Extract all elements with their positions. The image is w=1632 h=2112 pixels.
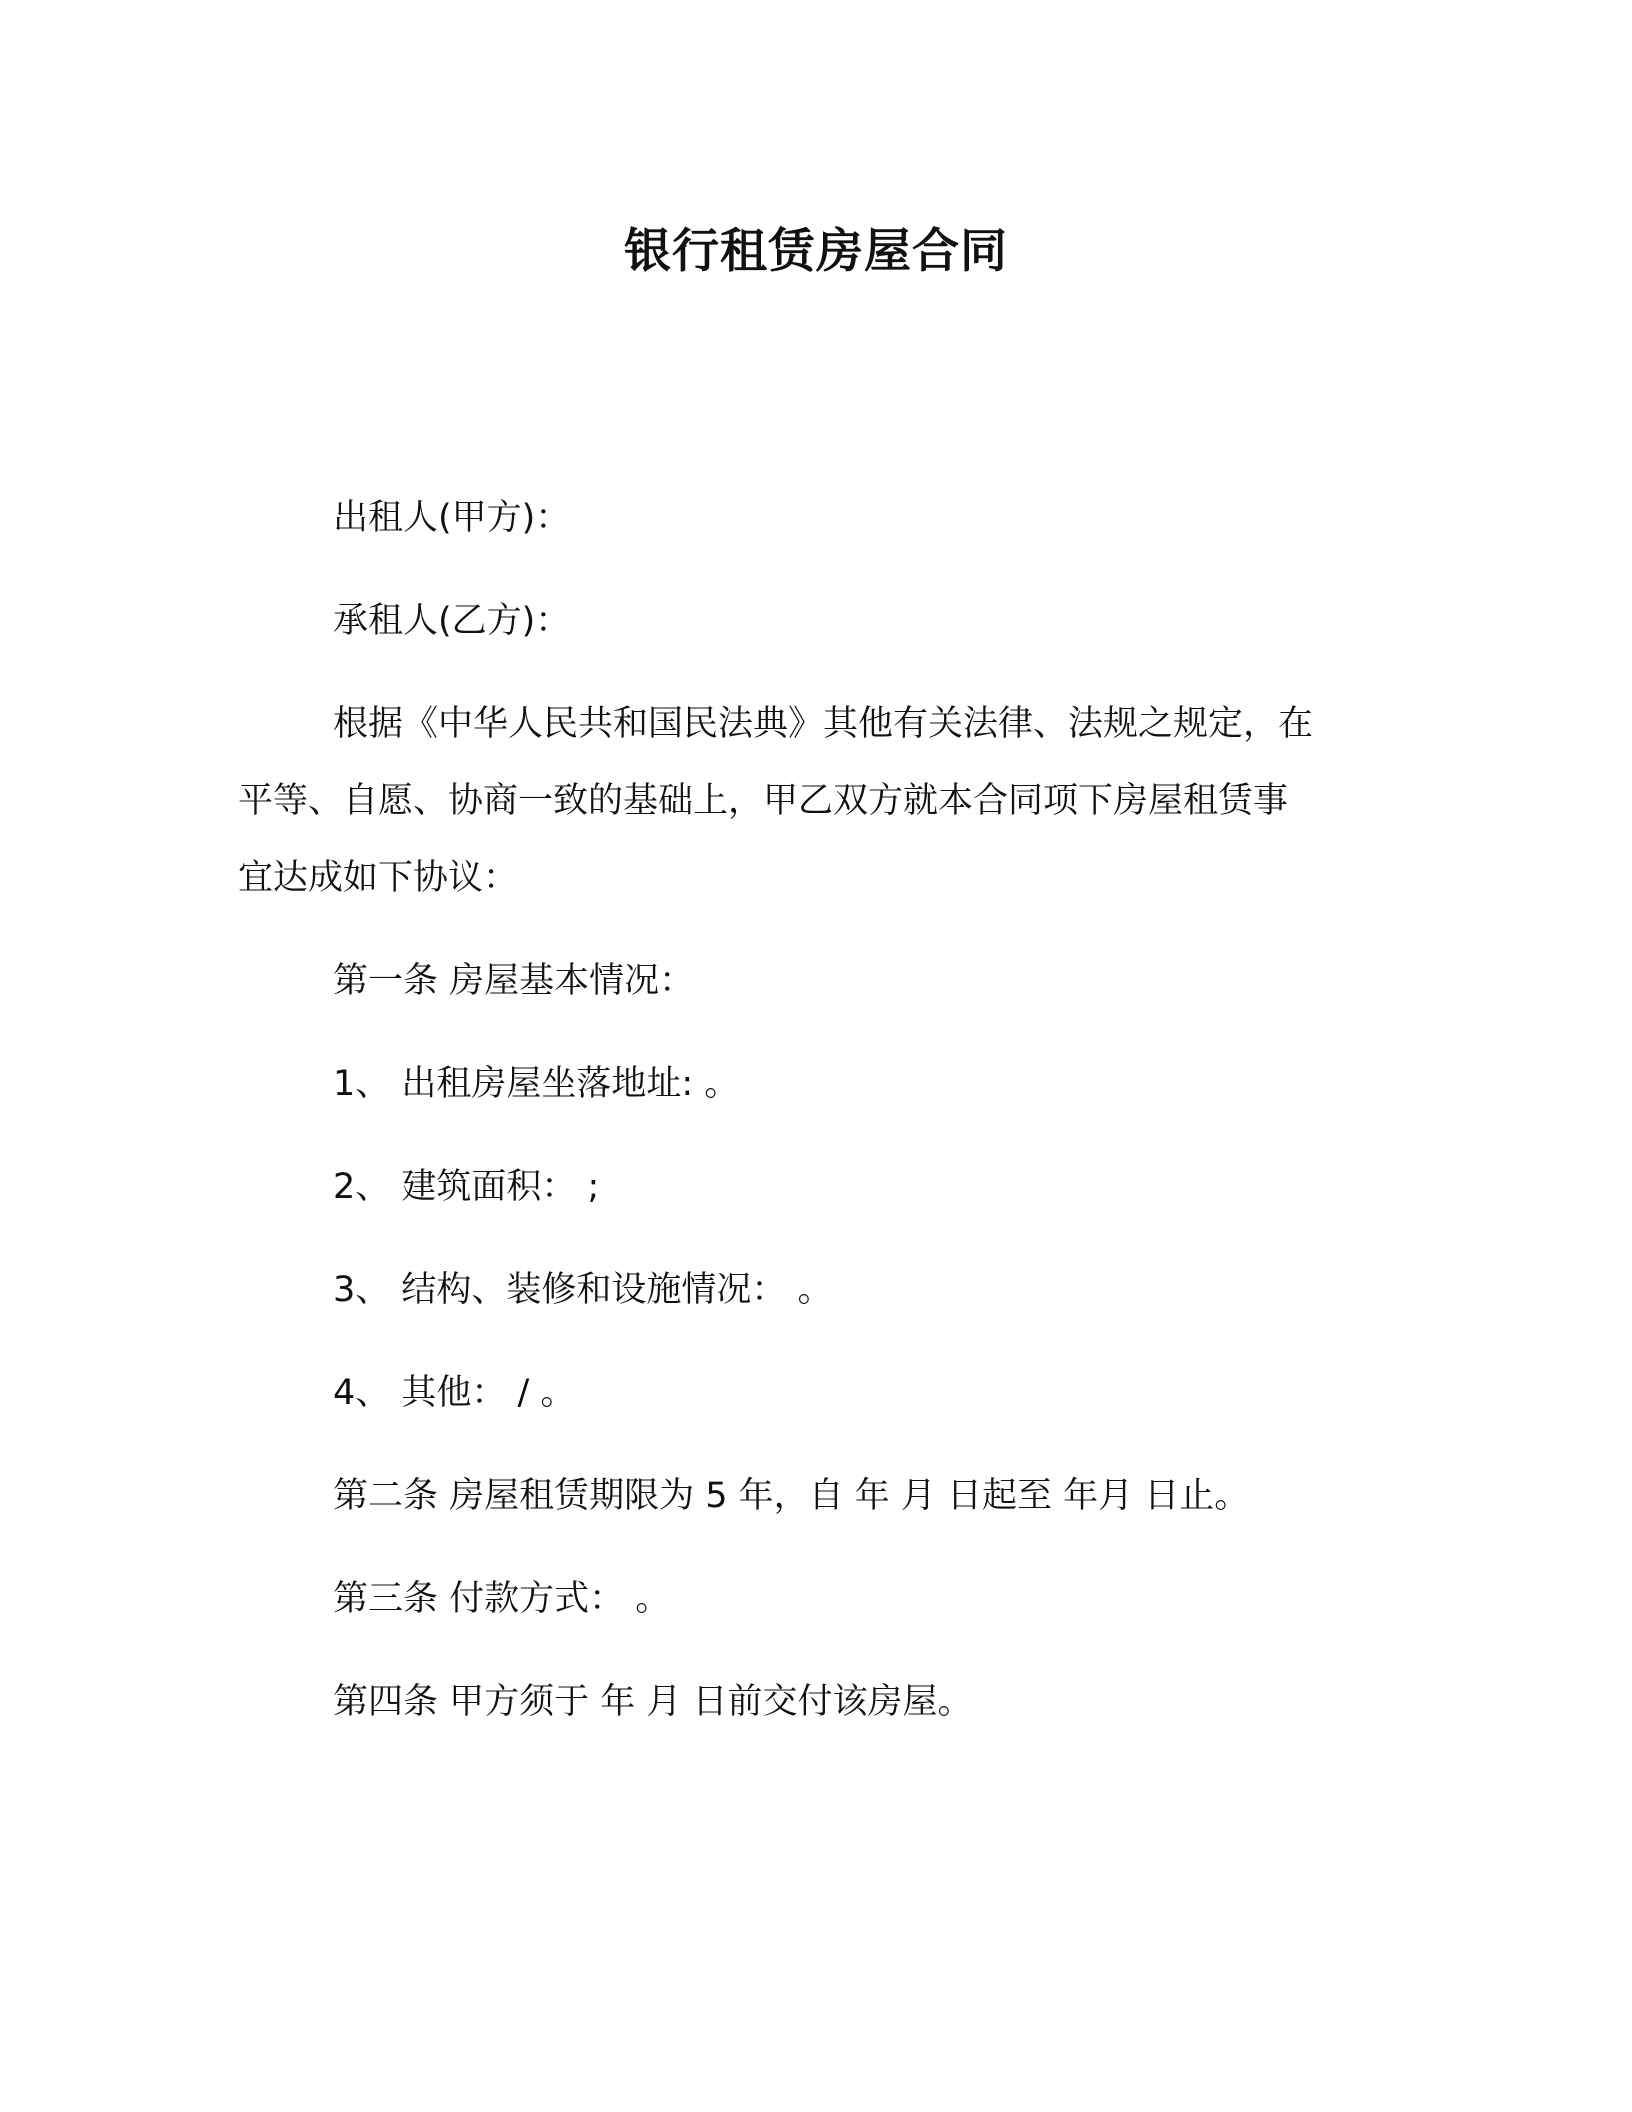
preamble-line-3: 宜达成如下协议： <box>238 858 519 898</box>
article-1-item-2: 2、 建筑面积： ; <box>333 1167 600 1207</box>
preamble-line-1: 根据《中华人民共和国民法典》其他有关法律、法规之规定，在 <box>333 704 1314 744</box>
article-2: 第二条 房屋租赁期限为 5 年，自 年 月 日起至 年月 日止。 <box>333 1476 1250 1516</box>
lessee-field: 承租人(乙方)： <box>333 601 571 641</box>
article-1-heading: 第一条 房屋基本情况： <box>333 961 695 1001</box>
article-1-item-4: 4、 其他： / 。 <box>333 1373 576 1413</box>
article-1-item-3: 3、 结构、装修和设施情况： 。 <box>333 1270 833 1310</box>
document-title: 银行租赁房屋合同 <box>624 224 1008 279</box>
article-3: 第三条 付款方式： 。 <box>333 1579 671 1619</box>
article-4: 第四条 甲方须于 年 月 日前交付该房屋。 <box>333 1682 973 1722</box>
lessor-field: 出租人(甲方)： <box>333 498 571 538</box>
article-1-item-1: 1、 出租房屋坐落地址: 。 <box>333 1064 740 1104</box>
preamble-line-2: 平等、自愿、协商一致的基础上，甲乙双方就本合同项下房屋租赁事 <box>238 781 1289 821</box>
